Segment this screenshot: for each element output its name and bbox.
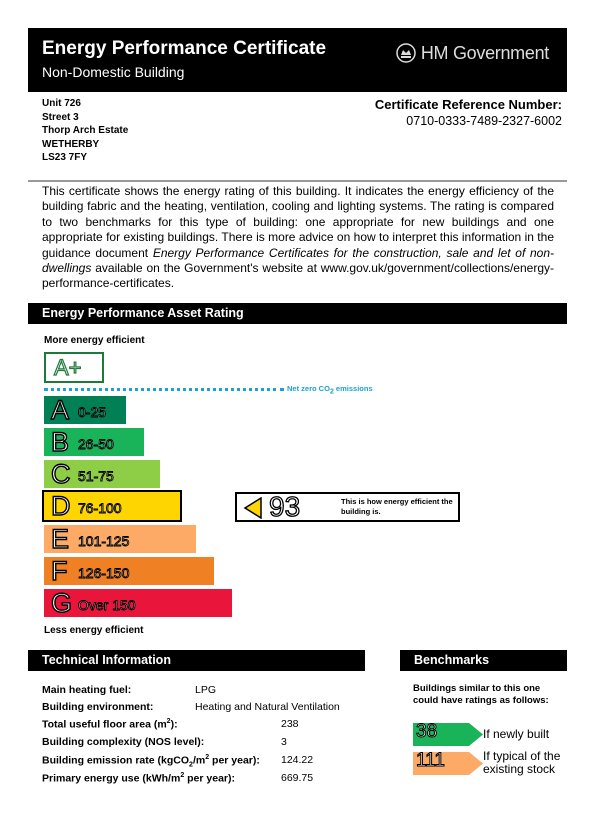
address-line-5: LS23 7FY <box>42 152 88 163</box>
net-zero-label: Net zero $CO_2$ emissions <box>287 384 373 396</box>
band-c <box>44 460 160 488</box>
technical-label: Main heating fuel: <box>42 684 132 696</box>
benchmarks-title: Benchmarks <box>400 650 567 671</box>
band-range: Over 150 <box>78 597 136 613</box>
property-address <box>42 97 128 165</box>
pointer-arrow-icon <box>243 497 263 519</box>
band-a-plus <box>44 352 104 383</box>
band-a <box>44 396 126 424</box>
band-range: 26-50 <box>78 436 114 452</box>
band-letter: E <box>51 524 70 554</box>
band-e <box>44 525 196 553</box>
band-letter: C <box>51 459 71 489</box>
band-range: 76-100 <box>78 500 122 516</box>
band-range: 101-125 <box>78 533 130 549</box>
current-rating-description: This is how energy efficient the building is. <box>341 497 453 516</box>
technical-value: LPG <box>195 684 217 696</box>
band-b <box>44 428 144 456</box>
band-range: 51-75 <box>78 468 114 484</box>
technical-label: Building emission rate ($kgCO_2/m^2$ per year): <box>42 754 260 769</box>
header-divider <box>28 180 567 182</box>
more-efficient-label: More energy efficient <box>44 335 145 346</box>
intro-paragraph <box>42 184 554 292</box>
band-a-plus-label: A+ <box>54 355 82 380</box>
certificate-header <box>28 28 567 92</box>
benchmark-label: If newly built <box>483 727 550 741</box>
band-d <box>44 492 180 520</box>
asset-rating-section-title: Energy Performance Asset Rating <box>28 303 567 324</box>
benchmark-value: 111 <box>416 750 445 771</box>
intro-text-1: This certificate shows the energy rating of this building. It indicates the energy efficiency of the building fabric and the heating, ventilation, cooling and lighting systems. The rating is compared to two benchmarks for this type of building: one appropriate for new buildings and one appropriate for existing buildings. There is more advice on how to interpret this information in the guidance document <box>42 184 554 260</box>
band-f <box>44 557 214 585</box>
current-rating-score: 93 <box>269 491 301 522</box>
benchmark-label: If typical of the existing stock <box>483 749 561 776</box>
reference-number-label: Certificate Reference Number: <box>374 97 562 112</box>
technical-value: 238 <box>281 718 299 730</box>
technical-label: Building complexity (NOS level): <box>42 736 205 748</box>
band-letter: D <box>51 491 71 521</box>
address-line-4: WETHERBY <box>42 138 100 150</box>
technical-value: 669.75 <box>281 772 314 784</box>
band-letter: F <box>51 556 68 586</box>
less-efficient-label: Less energy efficient <box>44 625 144 636</box>
benchmark-existing-stock <box>413 752 483 775</box>
band-g <box>44 589 232 617</box>
address-line-1: Unit 726 <box>42 98 81 109</box>
benchmark-new-build <box>413 723 483 746</box>
band-letter: A <box>51 395 70 425</box>
certificate-subtitle: Non-Domestic Building <box>42 64 185 80</box>
address-line-3: Thorp Arch Estate <box>42 125 129 136</box>
technical-label: Building environment: <box>42 701 154 713</box>
address-line-2: Street 3 <box>42 111 79 123</box>
guidance-document-title: Energy Performance Certificates for the construction, sale and let of non-dwellings <box>42 245 554 276</box>
technical-information-title: Technical Information <box>28 650 365 671</box>
band-range: 126-150 <box>78 565 130 581</box>
band-letter: G <box>51 588 73 618</box>
royal-crest-icon <box>395 42 417 64</box>
band-letter: B <box>51 427 70 457</box>
intro-text-2: available on the Government's website at www.gov.uk/government/collections/energy-performance-certificates. <box>42 261 554 291</box>
hm-government-logo <box>395 42 549 64</box>
technical-value: 124.22 <box>281 754 314 766</box>
technical-value: Heating and Natural Ventilation <box>195 701 340 713</box>
band-range: 0-25 <box>78 404 107 420</box>
technical-label: Total useful floor area $(m^2)$: <box>42 718 178 731</box>
benchmark-value: 38 <box>416 721 438 742</box>
hm-government-label: HM Government <box>420 42 549 63</box>
technical-value: 3 <box>281 736 287 748</box>
current-rating-pointer <box>235 492 460 522</box>
benchmarks-intro: Buildings similar to this one could have ratings as follows: <box>413 683 549 706</box>
certificate-title: Energy Performance Certificate <box>42 38 327 59</box>
technical-label: Primary energy use ($kWh/m^2$ per year): <box>42 772 235 785</box>
reference-number-value: 0710-0333-7489-2327-6002 <box>406 114 562 128</box>
net-zero-line <box>44 388 284 391</box>
